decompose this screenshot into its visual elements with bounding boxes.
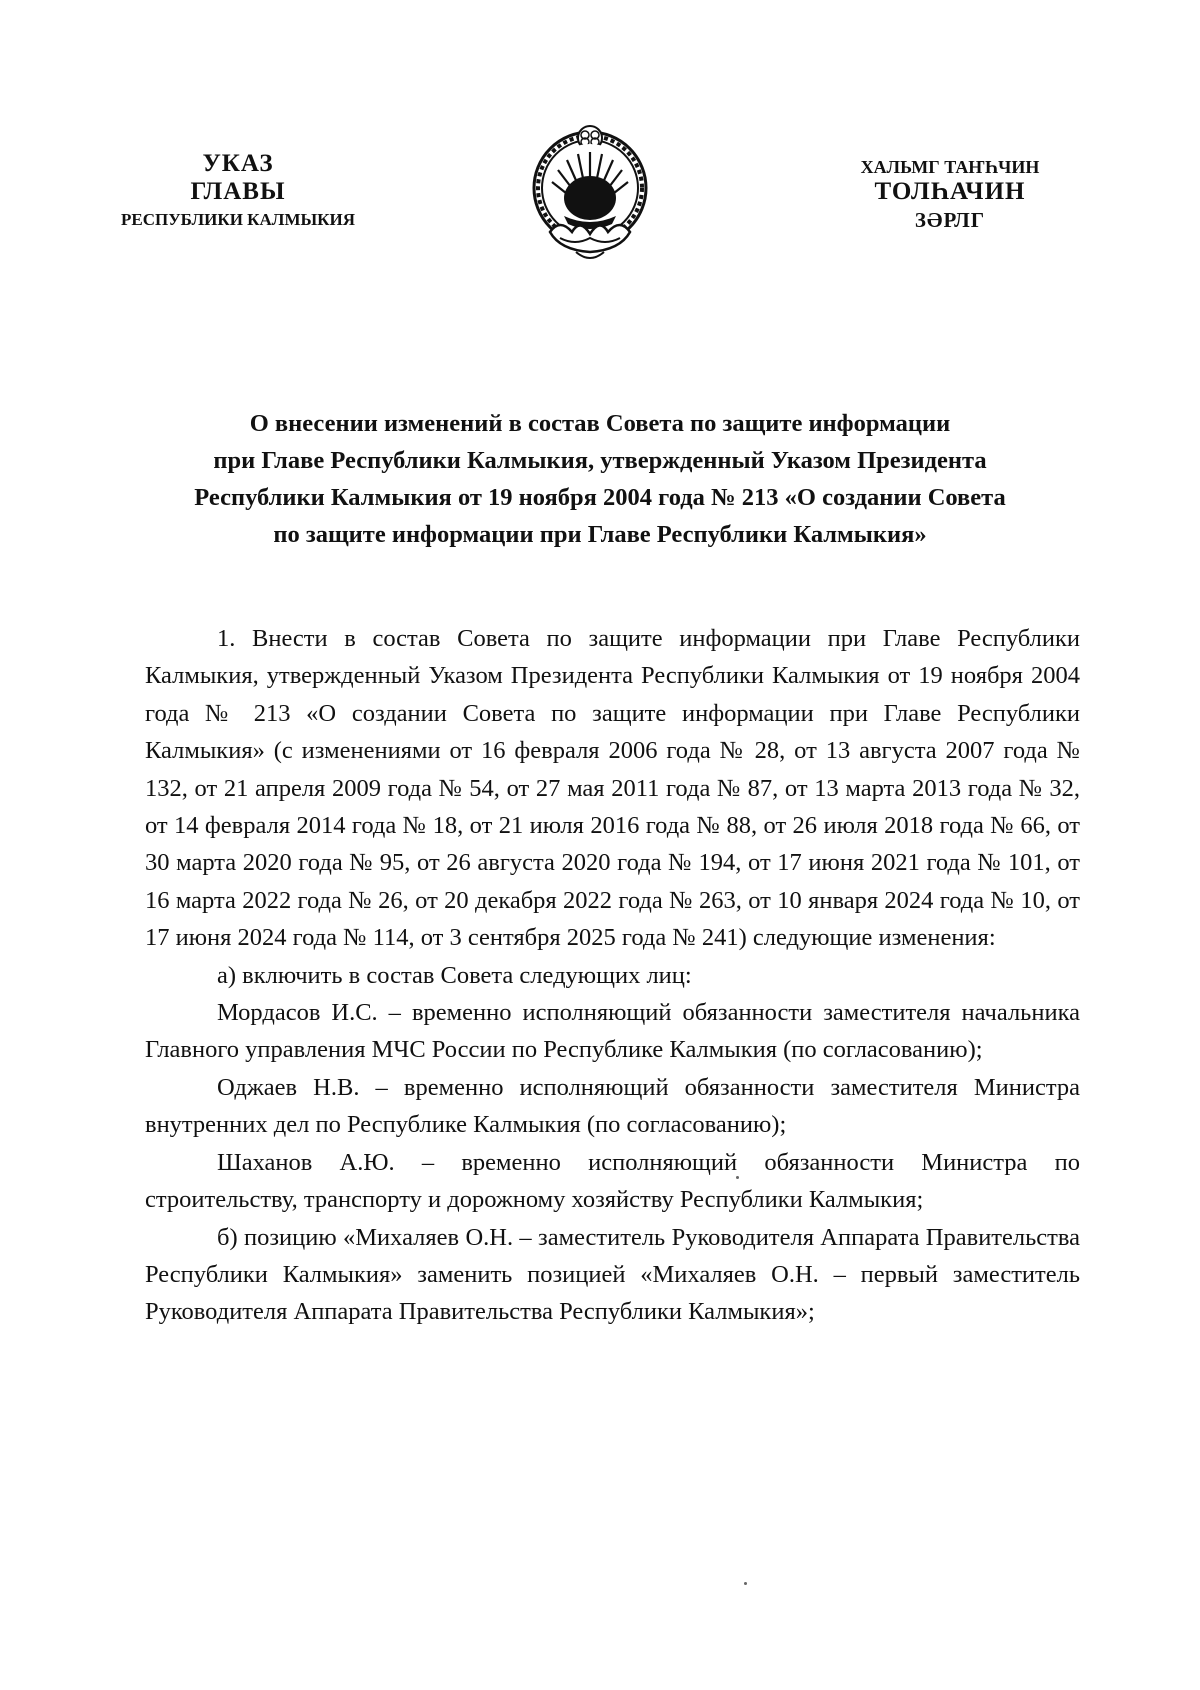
- title-line4: по защите информации при Главе Республики Калмыкия»: [273, 521, 927, 548]
- title-line3: Республики Калмыкия от 19 ноября 2004 года № 213 «О создании Совета: [194, 484, 1006, 511]
- title-line1: О внесении изменений в состав Совета по защите информации: [249, 410, 951, 437]
- scan-speck: [736, 1176, 739, 1179]
- document-body: [145, 620, 1080, 1331]
- paragraph-3: Мордасов И.С. – временно исполняющий обязанности заместителя начальника Главного управления МЧС России по Республике Калмыкия (по согласованию);: [145, 999, 1080, 1064]
- header-left-line2: ГЛАВЫ: [190, 178, 286, 205]
- paragraph-5: Шаханов А.Ю. – временно исполняющий обязанности Министра по строительству, транспорту и дорожному хозяйству Республики Калмыкия;: [145, 1148, 1080, 1214]
- scan-speck: [744, 1582, 747, 1585]
- header-right-line2: ТОЛҺАЧИН: [874, 177, 1026, 205]
- header-right: [820, 157, 1080, 233]
- paragraph-2: а) включить в состав Совета следующих лиц:: [217, 961, 692, 989]
- paragraph-4: Оджаев Н.В. – временно исполняющий обязанности заместителя Министра внутренних дел по Республике Калмыкия (по согласованию);: [145, 1073, 1080, 1139]
- header-left: [88, 150, 388, 229]
- paragraph-1: 1. Внести в состав Совета по защите информации при Главе Республики Калмыкия, утвержденный Указом Президента Республики Калмыкия от 19 ноября 2004 года № 213 «О создании Совета по защите информации при Главе Республики Калмыкия» (с изменениями от 16 февраля 2006 года № 28, от 13 августа 2007 года № 132, от 21 апреля 2009 года № 54, от 27 мая 2011 года № 87, от 13 марта 2013 года № 32, от 14 февраля 2014 года № 18, от 21 июля 2016 года № 88, от 26 июля 2018 года № 66, от 30 марта 2020 года № 95, от 26 августа 2020 года № 194, от 17 июня 2021 года № 101, от 16 марта 2022 года № 26, от 20 декабря 2022 года № 263, от 10 января 2024 года № 10, от 17 июня 2024 года № 114, от 3 сентября 2025 года № 241) следующие изменения:: [145, 625, 1080, 952]
- title-line2: при Главе Республики Калмыкия, утвержденный Указом Президента: [213, 447, 987, 474]
- header-left-line3: РЕСПУБЛИКИ КАЛМЫКИЯ: [120, 210, 356, 229]
- header-right-line1: ХАЛЬМГ ТАҤҺЧИН: [860, 157, 1040, 177]
- paragraph-6: б) позицию «Михаляев О.Н. – заместитель Руководителя Аппарата Правительства Республики Калмыкия» заменить позицией «Михаляев О.Н. – первый заместитель Руководителя Аппарата Правительства Республики Калмыкия»;: [145, 1223, 1080, 1326]
- header-right-line3: ЗӘРЛГ: [914, 208, 986, 233]
- kalmykia-coat-of-arms-icon: [520, 120, 660, 270]
- header-left-line1: УКАЗ: [202, 150, 274, 177]
- document-title: [130, 405, 1070, 553]
